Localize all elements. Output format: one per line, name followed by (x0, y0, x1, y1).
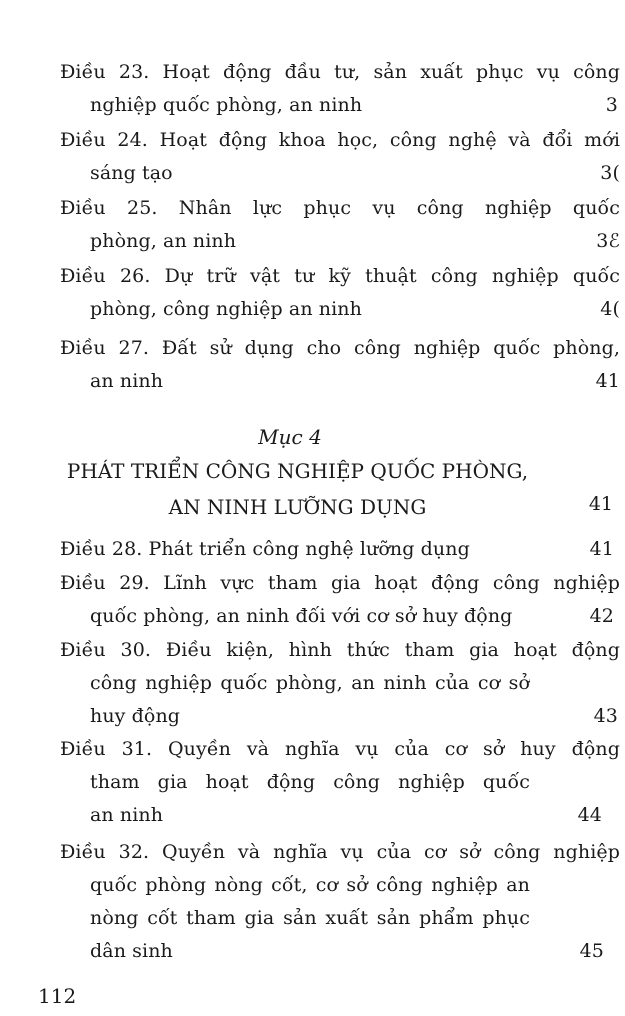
toc-entry-text: an ninh (90, 370, 164, 392)
toc-entry-line: công nghiệp quốc phòng, an ninh của cơ sở (90, 672, 530, 694)
toc-entry-28 (60, 533, 620, 566)
toc-page-number: 3 (605, 94, 618, 116)
toc-entry-27 (60, 332, 620, 398)
toc-entry-line: Điều 31. Quyền và nghĩa vụ của cơ sở huy động (60, 738, 620, 760)
toc-entry-line: tham gia hoạt động công nghiệp quốc (90, 771, 530, 793)
toc-entry-text: phòng, an ninh (90, 230, 237, 252)
toc-entry-line (60, 365, 620, 398)
section-title-line: AN NINH LƯỠNG DỤNG (168, 495, 427, 519)
toc-entry-text: quốc phòng, an ninh đối với cơ sở huy động (90, 605, 513, 627)
toc-page-number: 44 (577, 804, 602, 826)
toc-page-number: 45 (579, 940, 604, 962)
toc-page-number: 3ℰ (596, 230, 620, 252)
toc-entry-line (60, 225, 620, 258)
toc-entry-30 (60, 634, 620, 733)
toc-page-number: 43 (593, 705, 618, 727)
toc-entry-32 (60, 836, 620, 968)
toc-entry-line (60, 293, 620, 326)
toc-entry-line: Điều 24. Hoạt động khoa học, công nghệ và đổi mới (60, 129, 620, 151)
section-title (0, 453, 595, 525)
toc-page-number: 41 (589, 538, 614, 560)
toc-entry-23 (60, 56, 620, 122)
toc-entry-text: huy động (90, 705, 181, 727)
toc-entry-line: Điều 27. Đất sử dụng cho công nghiệp quốc phòng, (60, 337, 620, 359)
toc-entry-text: nghiệp quốc phòng, an ninh (90, 94, 363, 116)
toc-entry-text: Điều 28. Phát triển công nghệ lưỡng dụng (60, 538, 470, 560)
section-title-line: PHÁT TRIỂN CÔNG NGHIỆP QUỐC PHÒNG, (66, 459, 529, 483)
toc-entry-line (60, 533, 620, 566)
toc-entry-line (60, 89, 620, 122)
toc-entry-line (60, 700, 620, 733)
section-page-number: 41 (588, 493, 613, 515)
toc-entry-26 (60, 260, 620, 326)
toc-entry-line: nòng cốt tham gia sản xuất sản phẩm phục (90, 907, 530, 929)
toc-page-number: 3( (600, 162, 620, 184)
toc-entry-line: Điều 26. Dự trữ vật tư kỹ thuật công nghiệp quốc (60, 265, 620, 287)
toc-page-number: 42 (589, 605, 614, 627)
toc-entry-line: Điều 25. Nhân lực phục vụ công nghiệp quốc (60, 197, 620, 219)
toc-entry-text: sáng tạo (90, 162, 173, 184)
toc-entry-text: an ninh (90, 804, 164, 826)
toc-entry-text: phòng, công nghiệp an ninh (90, 298, 362, 320)
toc-entry-line: Điều 23. Hoạt động đầu tư, sản xuất phục vụ công (60, 61, 620, 83)
toc-entry-29 (60, 567, 620, 633)
toc-entry-line: Điều 29. Lĩnh vực tham gia hoạt động công nghiệp (60, 572, 620, 594)
toc-entry-24 (60, 124, 620, 190)
toc-entry-line: quốc phòng nòng cốt, cơ sở công nghiệp an (90, 874, 530, 896)
toc-entry-line (60, 935, 620, 968)
toc-entry-line: Điều 30. Điều kiện, hình thức tham gia hoạt động (60, 639, 620, 661)
toc-entry-line (60, 157, 620, 190)
footer-page-number: 112 (38, 984, 77, 1008)
toc-entry-25 (60, 192, 620, 258)
toc-entry-text: dân sinh (90, 940, 173, 962)
toc-entry-line: Điều 32. Quyền và nghĩa vụ của cơ sở công nghiệp (60, 841, 620, 863)
toc-page-number: 4( (600, 298, 620, 320)
toc-entry-31 (60, 733, 620, 832)
toc-page-number: 41 (595, 370, 620, 392)
toc-entry-line (60, 600, 620, 633)
toc-entry-line (60, 799, 620, 832)
section-label: Mục 4 (258, 425, 322, 449)
